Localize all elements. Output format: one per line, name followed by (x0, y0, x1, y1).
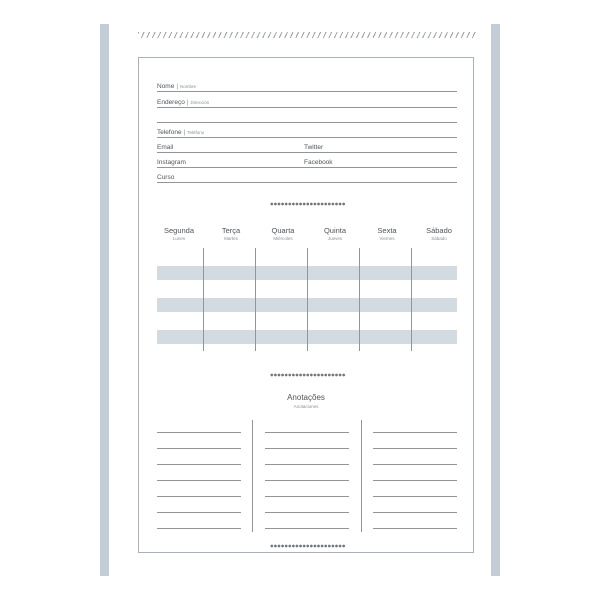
note-writing-line (157, 528, 241, 529)
email-label: Email (157, 144, 174, 151)
address-field[interactable] (157, 95, 457, 108)
left-edge-bar (100, 24, 109, 576)
day-header-quinta: Quinta Jueves (323, 226, 347, 241)
course-field[interactable] (157, 170, 457, 183)
note-writing-line (157, 480, 241, 481)
course-label: Curso (157, 174, 175, 181)
twitter-label: Twitter (304, 144, 324, 151)
notes-column-divider (252, 420, 253, 532)
email-field[interactable] (157, 140, 304, 153)
schedule-column-divider (307, 248, 308, 351)
dot-divider-2 (270, 373, 346, 377)
note-writing-line (157, 432, 241, 433)
notes-subtitle: Anotaciones (293, 404, 319, 409)
note-writing-line (265, 464, 349, 465)
note-writing-line (157, 496, 241, 497)
name-label: Nome | Nombre (157, 83, 197, 90)
day-header-segunda: Segunda Lunes (163, 226, 195, 241)
note-writing-line (373, 512, 457, 513)
schedule-column-divider (255, 248, 256, 351)
day-header-sabado: Sábado Sábado (426, 226, 452, 241)
right-edge-bar (491, 24, 500, 576)
schedule-column-divider (203, 248, 204, 351)
day-header-terca: Terça Martes (221, 226, 241, 241)
note-writing-line (265, 496, 349, 497)
top-dash-border (138, 32, 476, 38)
address-line-2[interactable] (157, 110, 457, 123)
phone-field[interactable] (157, 125, 457, 138)
notes-title: Anotações (287, 393, 325, 402)
note-writing-line (265, 528, 349, 529)
note-writing-line (265, 432, 349, 433)
instagram-field[interactable] (157, 155, 304, 168)
facebook-label: Facebook (304, 159, 333, 166)
notes-column-divider (361, 420, 362, 532)
note-writing-line (373, 480, 457, 481)
note-writing-line (265, 448, 349, 449)
schedule-column-divider (411, 248, 412, 351)
schedule-column-divider (359, 248, 360, 351)
facebook-field[interactable] (304, 155, 457, 168)
dot-divider-1 (270, 202, 346, 206)
day-header-quarta: Quarta Miércoles (271, 226, 295, 241)
day-header-sexta: Sexta Viernes (377, 226, 397, 241)
phone-label: Telefone | Teléfono (157, 129, 205, 136)
note-writing-line (157, 464, 241, 465)
planner-page (138, 57, 474, 553)
note-writing-line (373, 448, 457, 449)
note-writing-line (157, 512, 241, 513)
note-writing-line (373, 496, 457, 497)
note-writing-line (265, 480, 349, 481)
note-writing-line (373, 464, 457, 465)
note-writing-line (373, 432, 457, 433)
note-writing-line (373, 528, 457, 529)
dot-divider-3 (270, 544, 346, 548)
address-label: Endereço | Dirección (157, 99, 210, 106)
name-field[interactable] (157, 79, 457, 92)
note-writing-line (265, 512, 349, 513)
twitter-field[interactable] (304, 140, 457, 153)
note-writing-line (157, 448, 241, 449)
instagram-label: Instagram (157, 159, 186, 166)
